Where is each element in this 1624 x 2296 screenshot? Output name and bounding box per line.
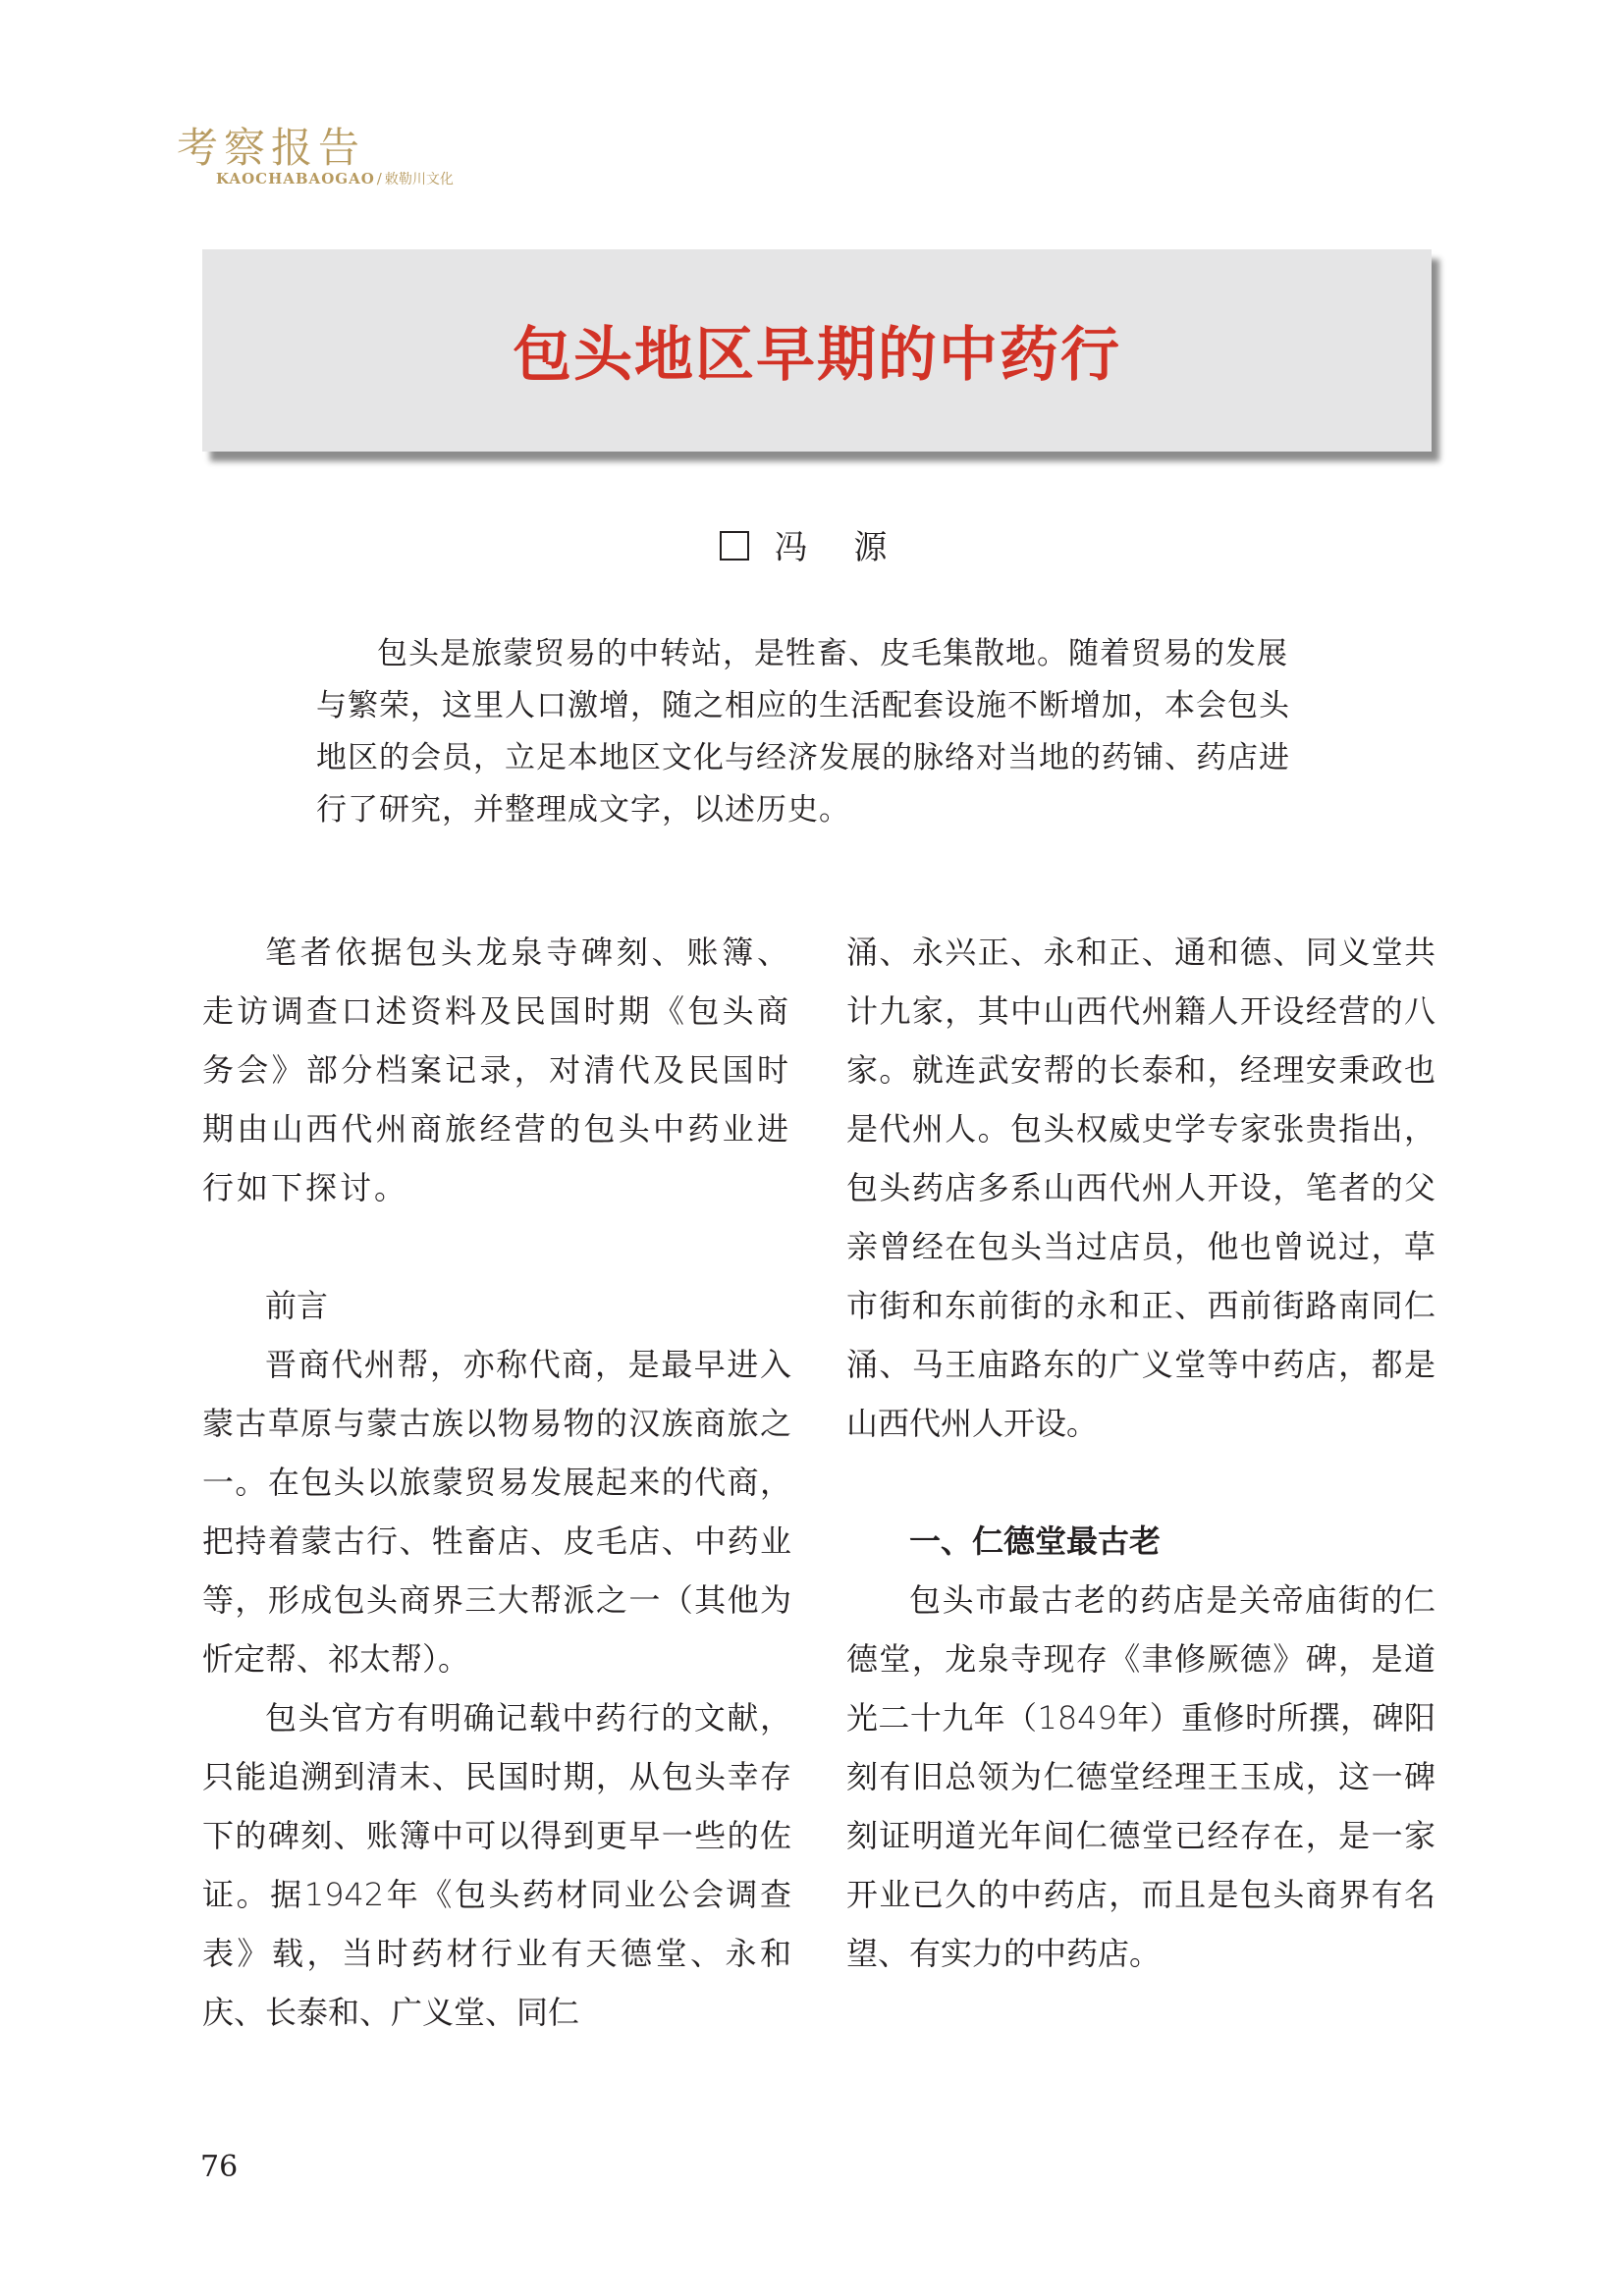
author-name: 冯 源 — [774, 528, 905, 567]
left-column — [202, 923, 791, 2042]
page-number: 76 — [200, 2150, 239, 2184]
section-subheader — [216, 169, 454, 188]
section-header-en: KAOCHABAOGAO — [216, 170, 375, 187]
abstract: 包头是旅蒙贸易的中转站，是牲畜、皮毛集散地。随着贸易的发展与繁荣，这里人口激增，随之相应的生活配套设施不断增加，本会包头地区的会员，立足本地区文化与经济发展的脉络对当地的药铺、药店进行了研究，并整理成文字，以述历史。 — [316, 636, 1290, 828]
article-title: 包头地区早期的中药行 — [513, 321, 1121, 390]
section-header: 考察报告 — [177, 124, 366, 172]
body-paragraph: 晋商代州帮，亦称代商，是最早进入蒙古草原与蒙古族以物易物的汉族商旅之一。在包头以旅蒙贸易发展起来的代商，把持着蒙古行、牲畜店、皮毛店、中药业等，形成包头商界三大帮派之一（其他为忻定帮、祁太帮）。 — [202, 1346, 791, 1678]
byline — [0, 520, 1624, 568]
title-banner — [202, 249, 1432, 452]
square-icon — [720, 531, 749, 561]
right-column — [846, 923, 1435, 1983]
column-name: 敕勒川文化 — [384, 172, 454, 187]
body-paragraph: 涌、永兴正、永和正、通和德、同义堂共计九家，其中山西代州籍人开设经营的八家。就连武安帮的长泰和，经理安秉政也是代州人。包头权威史学专家张贵指出，包头药店多系山西代州人开设，笔者的父亲曾经在包头当过店员，他也曾说过，草市街和东前街的永和正、西前街路南同仁涌、马王庙路东的广义堂等中药店，都是山西代州人开设。 — [846, 934, 1435, 1442]
foreword-heading: 前言 — [265, 1287, 329, 1324]
body-paragraph: 包头官方有明确记载中药行的文献，只能追溯到清末、民国时期，从包头幸存下的碑刻、账簿中可以得到更早一些的佐证。据1942年《包头药材同业公会调查表》载，当时药材行业有天德堂、永和庆、长泰和、广义堂、同仁 — [202, 1699, 791, 2031]
body-paragraph: 包头市最古老的药店是关帝庙街的仁德堂，龙泉寺现存《聿修厥德》碑，是道光二十九年（1849年）重修时所撰，碑阳刻有旧总领为仁德堂经理王玉成，这一碑刻证明道光年间仁德堂已经存在，是一家开业已久的中药店，而且是包头商界有名望、有实力的中药店。 — [846, 1581, 1435, 1972]
header-separator: / — [376, 170, 383, 187]
intro-paragraph: 笔者依据包头龙泉寺碑刻、账簿、走访调查口述资料及民国时期《包头商务会》部分档案记录，对清代及民国时期由山西代州商旅经营的包头中药业进行如下探讨。 — [202, 934, 791, 1206]
section-heading: 一、仁德堂最古老 — [909, 1522, 1162, 1560]
